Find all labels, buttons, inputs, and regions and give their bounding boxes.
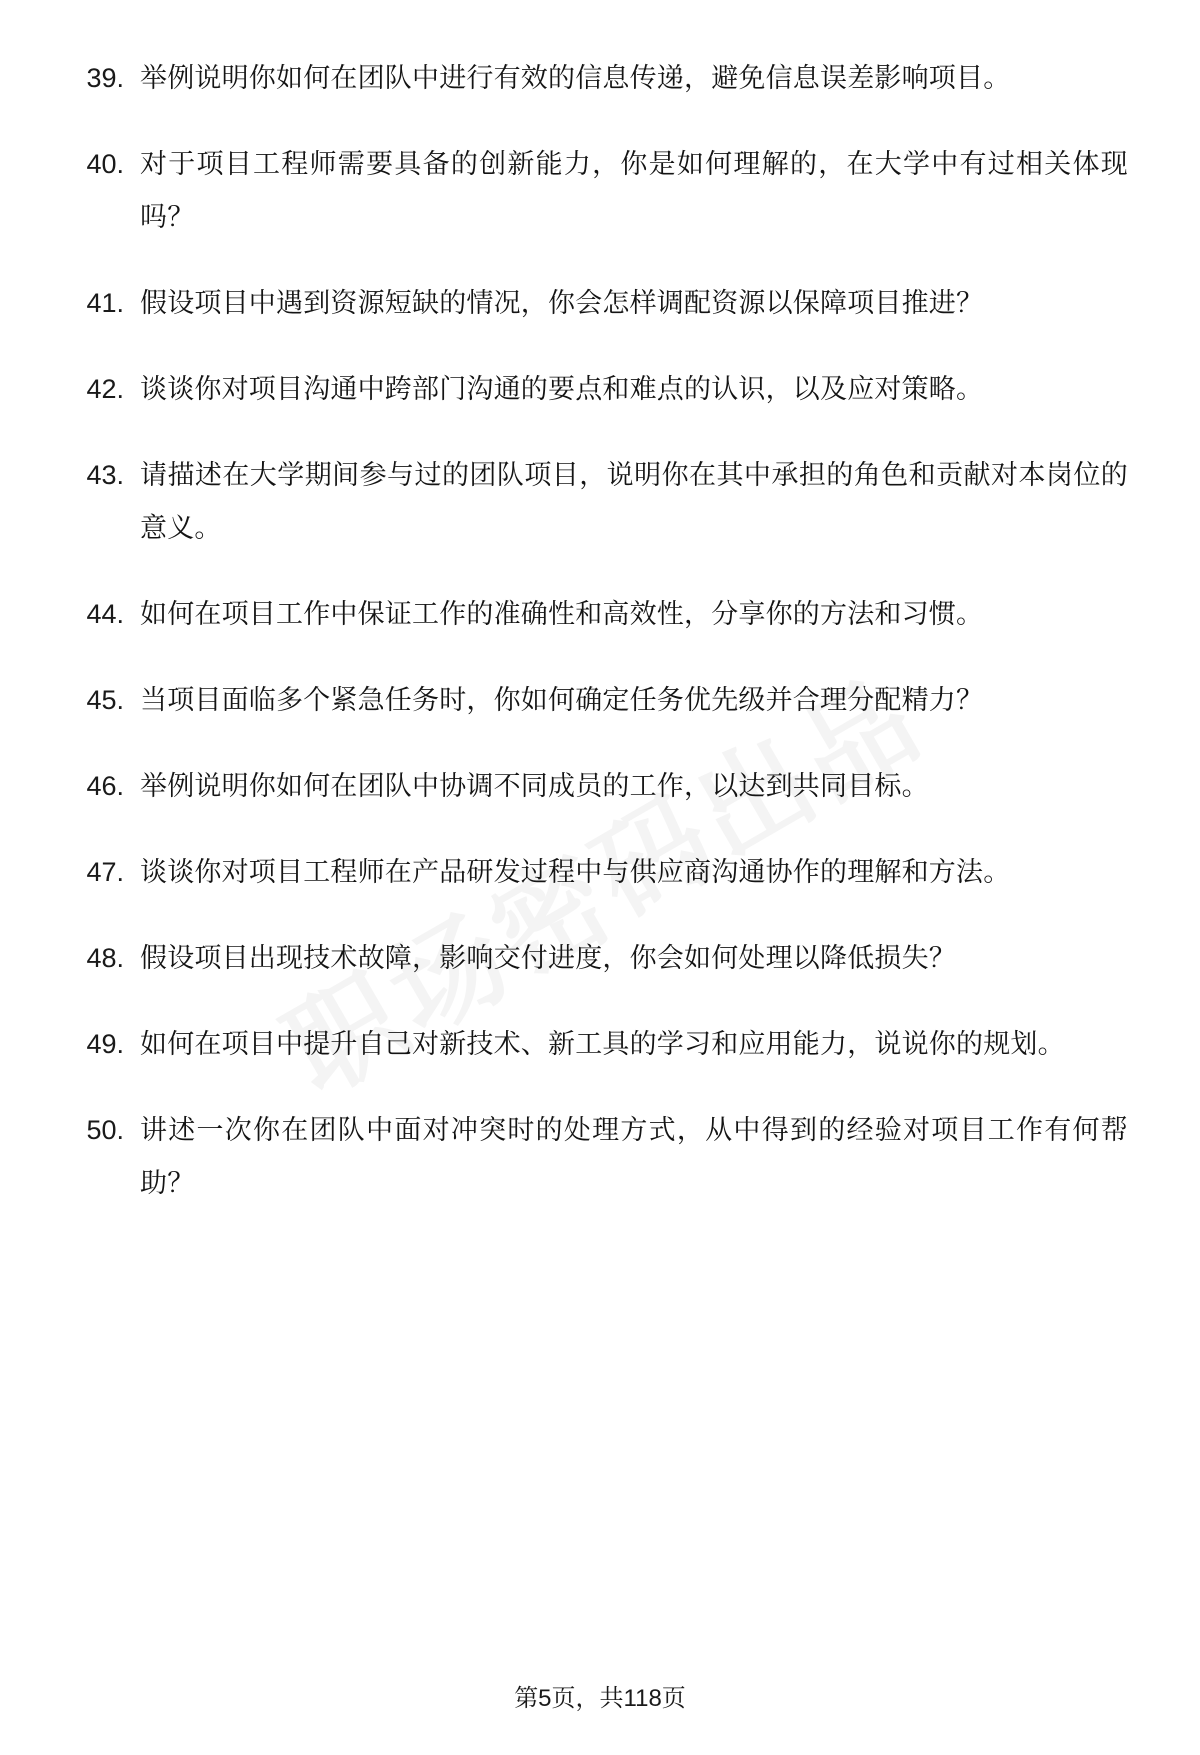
list-item bbox=[72, 277, 1128, 330]
list-item bbox=[72, 674, 1128, 727]
question-number: 47. bbox=[86, 857, 124, 887]
list-item bbox=[72, 588, 1128, 641]
question-text: 假设项目中遇到资源短缺的情况，你会怎样调配资源以保障项目推进？ bbox=[140, 288, 984, 318]
page-footer: 第5页，共118页 bbox=[514, 1685, 686, 1712]
question-number: 48. bbox=[86, 943, 124, 973]
list-item bbox=[72, 932, 1128, 985]
question-number: 43. bbox=[86, 460, 124, 490]
list-item bbox=[72, 52, 1128, 105]
list-item bbox=[72, 846, 1128, 899]
question-number: 46. bbox=[86, 771, 124, 801]
question-list bbox=[72, 52, 1128, 1210]
list-item bbox=[72, 1018, 1128, 1071]
question-text: 请描述在大学期间参与过的团队项目，说明你在其中承担的角色和贡献对本岗位的意义。 bbox=[140, 460, 1128, 543]
list-item bbox=[72, 363, 1128, 416]
question-text: 如何在项目工作中保证工作的准确性和高效性，分享你的方法和习惯。 bbox=[140, 599, 984, 629]
list-item bbox=[72, 1104, 1128, 1210]
question-text: 讲述一次你在团队中面对冲突时的处理方式，从中得到的经验对项目工作有何帮助？ bbox=[140, 1115, 1128, 1198]
list-item bbox=[72, 449, 1128, 555]
question-text: 对于项目工程师需要具备的创新能力，你是如何理解的，在大学中有过相关体现吗？ bbox=[140, 149, 1128, 232]
question-number: 49. bbox=[86, 1029, 124, 1059]
question-number: 44. bbox=[86, 599, 124, 629]
question-number: 50. bbox=[86, 1115, 124, 1145]
question-text: 谈谈你对项目工程师在产品研发过程中与供应商沟通协作的理解和方法。 bbox=[140, 857, 1011, 887]
question-number: 40. bbox=[86, 149, 124, 179]
question-text: 假设项目出现技术故障，影响交付进度，你会如何处理以降低损失？ bbox=[140, 943, 956, 973]
question-text: 举例说明你如何在团队中协调不同成员的工作，以达到共同目标。 bbox=[140, 771, 929, 801]
question-text: 谈谈你对项目沟通中跨部门沟通的要点和难点的认识，以及应对策略。 bbox=[140, 374, 984, 404]
question-number: 45. bbox=[86, 685, 124, 715]
list-item bbox=[72, 138, 1128, 244]
question-number: 39. bbox=[86, 63, 124, 93]
question-text: 当项目面临多个紧急任务时，你如何确定任务优先级并合理分配精力？ bbox=[140, 685, 984, 715]
list-item bbox=[72, 760, 1128, 813]
question-number: 42. bbox=[86, 374, 124, 404]
question-text: 如何在项目中提升自己对新技术、新工具的学习和应用能力，说说你的规划。 bbox=[140, 1029, 1065, 1059]
question-text: 举例说明你如何在团队中进行有效的信息传递，避免信息误差影响项目。 bbox=[140, 63, 1011, 93]
question-number: 41. bbox=[86, 288, 124, 318]
